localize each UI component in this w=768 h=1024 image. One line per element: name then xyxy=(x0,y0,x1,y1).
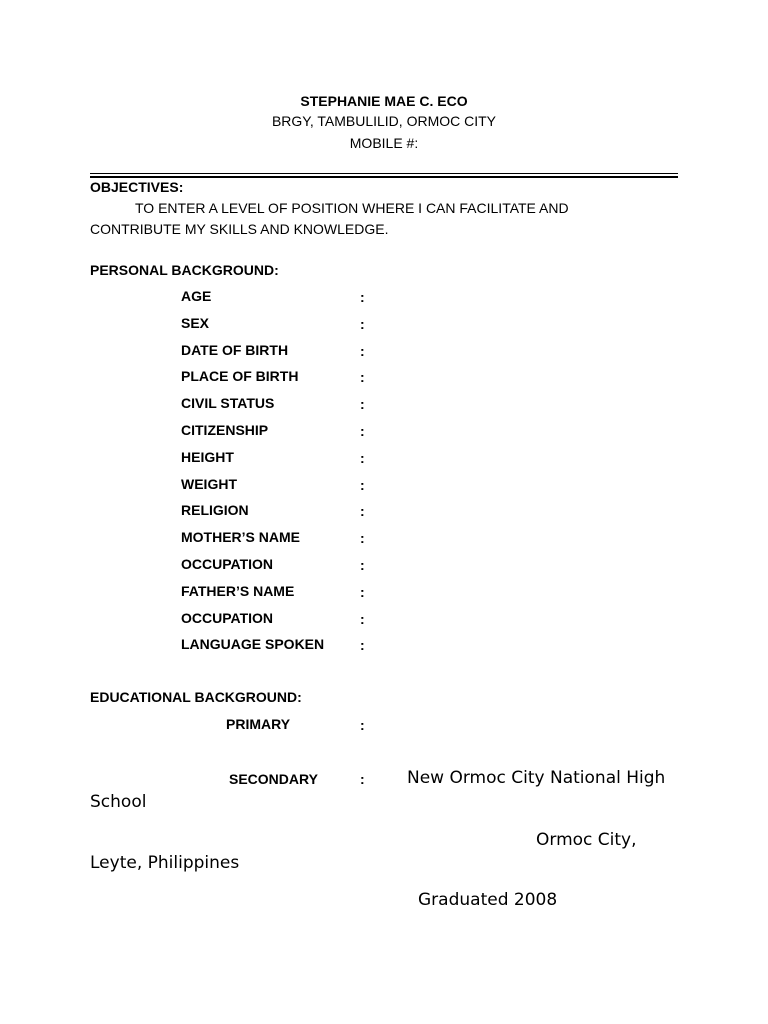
objectives-heading: OBJECTIVES: xyxy=(90,179,184,195)
secondary-school-line-2: School xyxy=(90,792,147,812)
secondary-colon: : xyxy=(360,771,365,787)
personal-field-colon: : xyxy=(360,316,365,332)
personal-field-colon: : xyxy=(360,557,365,573)
secondary-graduated: Graduated 2008 xyxy=(418,890,558,910)
objectives-line-1: TO ENTER A LEVEL OF POSITION WHERE I CAN FACILITATE AND xyxy=(135,200,569,216)
personal-field-label: RELIGION xyxy=(181,502,249,518)
personal-field-colon: : xyxy=(360,396,365,412)
personal-field-colon: : xyxy=(360,450,365,466)
personal-field-label: CITIZENSHIP xyxy=(181,422,269,438)
educational-background-heading: EDUCATIONAL BACKGROUND: xyxy=(90,689,302,705)
header-divider-thin xyxy=(90,173,678,174)
personal-field-colon: : xyxy=(360,584,365,600)
resume-mobile: MOBILE #: xyxy=(349,135,419,151)
personal-field-label: OCCUPATION xyxy=(181,556,274,572)
personal-field-colon: : xyxy=(360,289,365,305)
resume-address: BRGY, TAMBULILID, ORMOC CITY xyxy=(271,113,497,129)
personal-field-colon: : xyxy=(360,611,365,627)
secondary-label: SECONDARY xyxy=(229,771,318,787)
objectives-line-2: CONTRIBUTE MY SKILLS AND KNOWLEDGE. xyxy=(90,221,389,237)
personal-field-label: DATE OF BIRTH xyxy=(181,342,289,358)
personal-field-label: SEX xyxy=(181,315,210,331)
primary-label: PRIMARY xyxy=(226,716,291,732)
secondary-school-line-1: New Ormoc City National High xyxy=(407,768,666,788)
header-divider-thick xyxy=(90,176,678,178)
personal-field-label: MOTHER’S NAME xyxy=(181,529,300,545)
primary-colon: : xyxy=(360,717,365,733)
personal-field-colon: : xyxy=(360,423,365,439)
personal-field-label: FATHER’S NAME xyxy=(181,583,295,599)
personal-field-label: WEIGHT xyxy=(181,476,237,492)
personal-field-label: HEIGHT xyxy=(181,449,234,465)
personal-field-colon: : xyxy=(360,369,365,385)
personal-field-label: PLACE OF BIRTH xyxy=(181,368,299,384)
personal-field-colon: : xyxy=(360,477,365,493)
personal-field-label: LANGUAGE SPOKEN xyxy=(181,636,325,652)
secondary-location-line-1: Ormoc City, xyxy=(536,830,637,850)
secondary-location-line-2: Leyte, Philippines xyxy=(90,853,240,873)
personal-field-label: OCCUPATION xyxy=(181,610,274,626)
personal-field-colon: : xyxy=(360,343,365,359)
personal-field-label: CIVIL STATUS xyxy=(181,395,275,411)
resume-name: STEPHANIE MAE C. ECO xyxy=(300,93,468,109)
personal-background-heading: PERSONAL BACKGROUND: xyxy=(90,262,279,278)
personal-field-colon: : xyxy=(360,503,365,519)
personal-field-colon: : xyxy=(360,637,365,653)
personal-field-colon: : xyxy=(360,530,365,546)
personal-field-label: AGE xyxy=(181,288,212,304)
